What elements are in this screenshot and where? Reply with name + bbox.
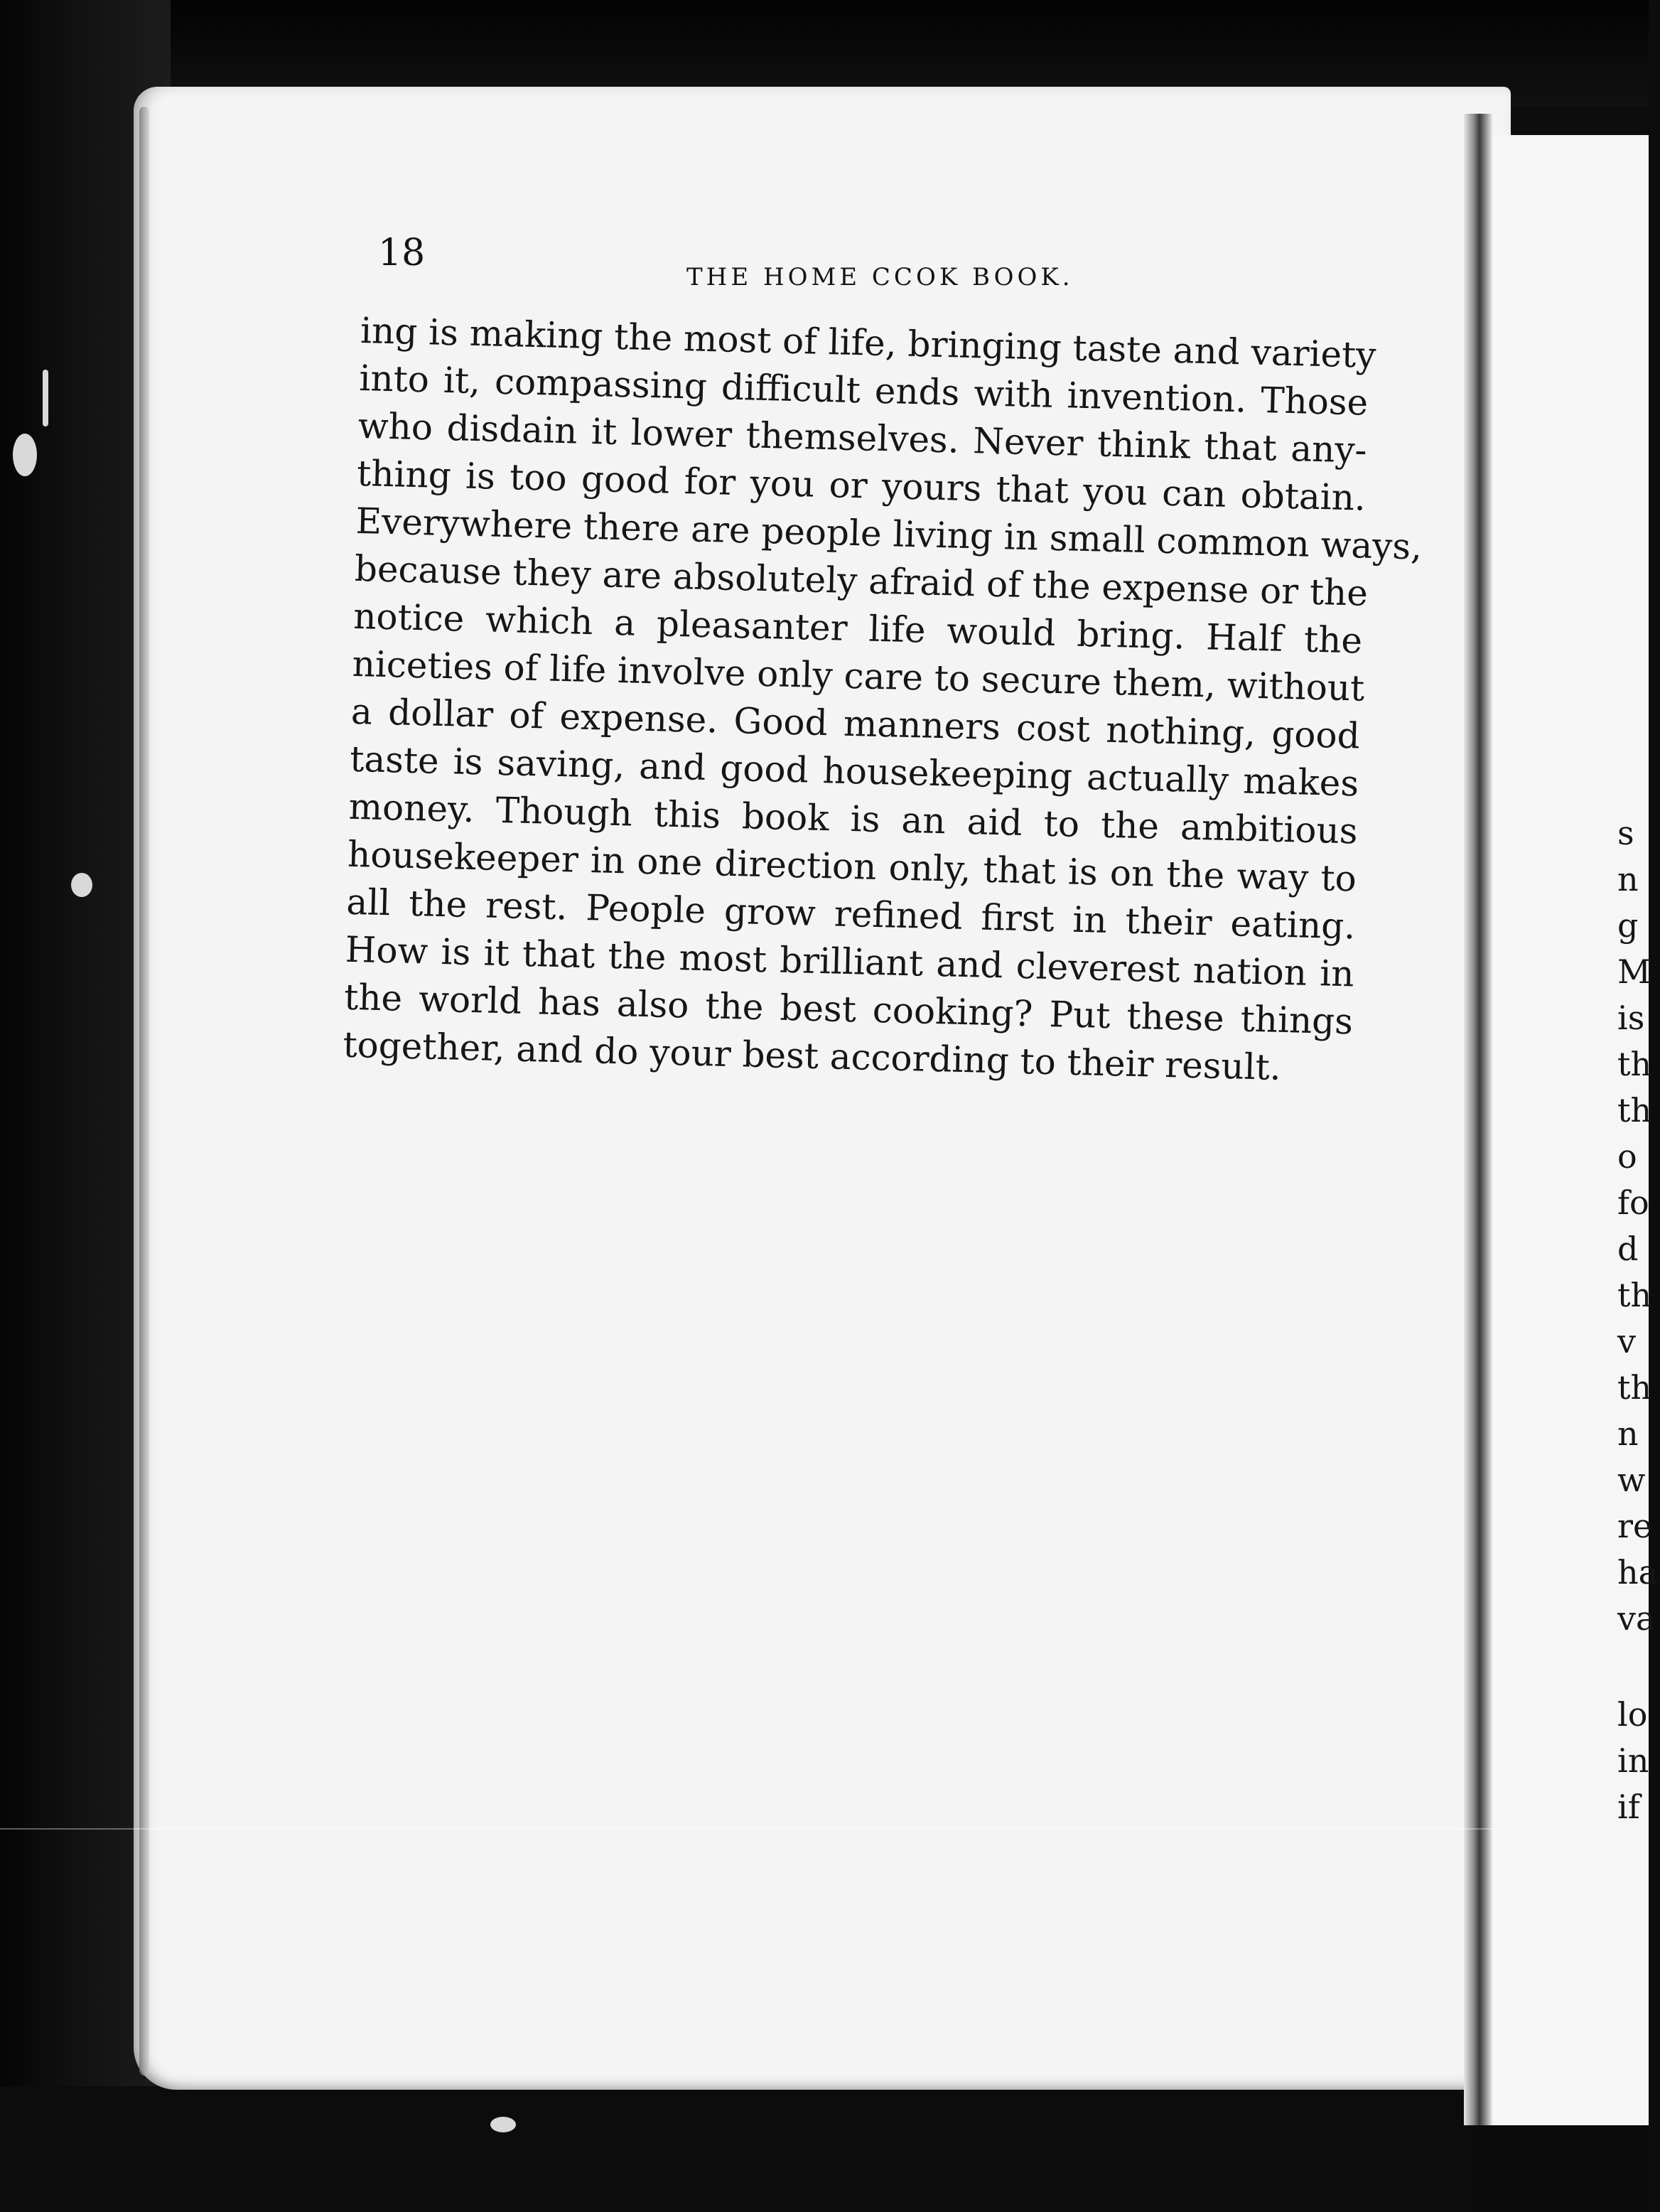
text-line: who disdain it lower themselves. Never think that any-	[357, 404, 1368, 471]
book-gutter	[1464, 114, 1492, 2125]
text-fragment: fo	[1617, 1183, 1649, 1222]
text-fragment: o	[1617, 1137, 1637, 1176]
text-line: thing is too good for you or yours that you can obtain.	[356, 452, 1367, 519]
scan-speck	[13, 434, 37, 476]
text-line: notice which a pleasanter life would bring. Half the	[352, 595, 1363, 662]
text-line: ing is making the most of life, bringing taste and variety	[360, 309, 1377, 376]
text-fragment: s	[1617, 814, 1634, 852]
text-fragment: n	[1617, 1414, 1639, 1453]
text-line: taste is saving, and good housekeeping actually makes	[349, 738, 1359, 805]
page-number: 18	[378, 232, 426, 274]
text-fragment: in	[1617, 1741, 1649, 1780]
text-line: together, and do your best according to their result.	[342, 1024, 1282, 1088]
text-line: How is it that the most brilliant and cleverest nation in	[345, 928, 1355, 995]
scan-background-corner	[1478, 2125, 1649, 2212]
text-fragment: g	[1617, 906, 1639, 945]
text-line: into it, compassing difficult ends with invention. Those	[358, 357, 1369, 424]
text-fragment: w	[1617, 1461, 1646, 1499]
adjacent-page-text	[1617, 810, 1660, 1830]
text-fragment: if	[1617, 1788, 1640, 1826]
text-line: a dollar of expense. Good manners cost nothing, good	[350, 690, 1361, 757]
text-fragment: ha	[1617, 1553, 1659, 1591]
text-fragment: v	[1617, 1322, 1636, 1360]
scan-speck	[490, 2117, 516, 2132]
scan-line-artifact	[0, 1828, 1649, 1830]
text-fragment: th	[1617, 1276, 1652, 1314]
scan-speck	[43, 370, 48, 426]
text-fragment: is	[1617, 999, 1645, 1037]
text-line: the world has also the best cooking? Put these things	[343, 976, 1354, 1043]
text-line: money. Though this book is an aid to the ambitious	[348, 785, 1359, 852]
running-head: THE HOME CCOK BOOK.	[686, 263, 1074, 291]
scan-speck	[71, 873, 92, 897]
text-fragment: d	[1617, 1230, 1639, 1268]
text-fragment: re	[1617, 1507, 1653, 1545]
text-fragment: va	[1617, 1599, 1656, 1638]
text-fragment: M	[1617, 952, 1651, 991]
text-line: Everywhere there are people living in small common ways,	[355, 500, 1423, 568]
text-line: all the rest. People grow refined first in their eating.	[345, 881, 1356, 947]
page-edge	[139, 107, 149, 2076]
text-fragment: lo	[1617, 1695, 1648, 1734]
text-line: housekeeper in one direction only, that is on the way to	[347, 833, 1357, 900]
text-fragment: th	[1617, 1091, 1652, 1129]
text-line: niceties of life involve only care to secure them, without	[352, 643, 1365, 709]
body-text	[342, 307, 1423, 1094]
scan-background-bottom	[0, 2086, 1649, 2212]
text-fragment: th	[1617, 1368, 1652, 1407]
text-line: because they are absolutely afraid of the expense or the	[354, 547, 1369, 614]
text-fragment: th	[1617, 1045, 1652, 1083]
text-fragment: n	[1617, 860, 1639, 898]
